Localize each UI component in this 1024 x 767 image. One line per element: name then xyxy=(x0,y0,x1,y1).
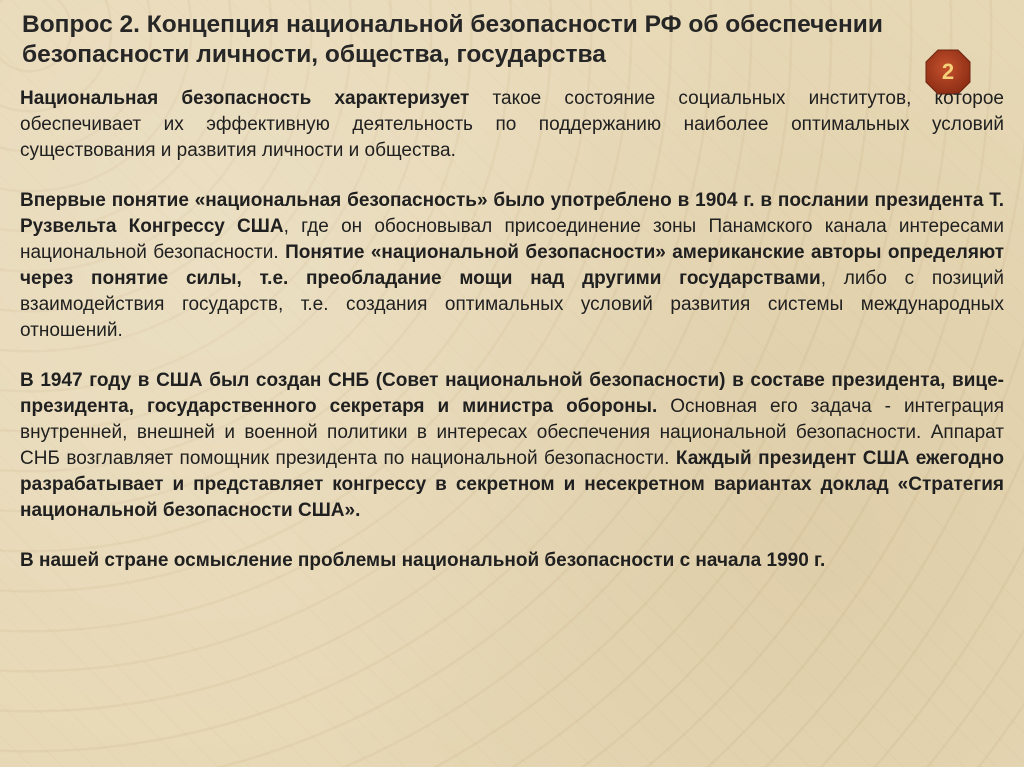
text-run-bold: Каждый президент США ежегодно разрабатывает и представляет конгрессу в секретном и несекретном вариантах доклад «Стратегия национальной безопасности США». xyxy=(20,448,1004,521)
paragraph xyxy=(20,86,1004,164)
paragraph xyxy=(20,188,1004,344)
slide-title: Вопрос 2. Концепция национальной безопасности РФ об обеспечении безопасности личности, общества, государства xyxy=(22,11,883,68)
text-run-bold: Понятие «национальной безопасности» американские авторы определяют через понятие силы, т.е. преобладание мощи над другими государствами xyxy=(20,242,1005,289)
slide-body xyxy=(20,86,1004,598)
page-number: 2 xyxy=(941,59,955,84)
paragraph xyxy=(20,368,1004,524)
text-run-bold: Впервые понятие «национальная безопасность» было употреблено в 1904 г. в послании президента Т. Рузвельта Конгрессу США xyxy=(20,190,1004,237)
paragraph xyxy=(20,548,1004,574)
text-run: , где он обосновывал присоединение зоны Панамского канала интересами национальной безопасности. xyxy=(20,216,1004,263)
text-run: такое состояние социальных институтов, которое обеспечивает их эффективную деятельность по поддержанию наиболее оптимальных условий существования и развития личности и общества. xyxy=(20,88,1004,161)
text-run: Основная его задача - интеграция внутренней, внешней и военной политики в интересах обеспечения национальной безопасности. Аппарат СНБ возглавляет помощник президента по национальной безопасности. xyxy=(20,396,1004,469)
text-run-bold: Национальная безопасность характеризует xyxy=(20,88,470,109)
text-run-bold: В нашей стране осмысление проблемы национальной безопасности с начала 1990 г. xyxy=(20,550,826,571)
text-run-bold: В 1947 году в США был создан СНБ (Совет национальной безопасности) в составе президента, вице-президента, государственного секретаря и министра обороны. xyxy=(20,370,1004,417)
text-run: , либо с позиций взаимодействия государств, т.е. создания оптимальных условий развития системы международных отношений. xyxy=(20,268,1004,341)
